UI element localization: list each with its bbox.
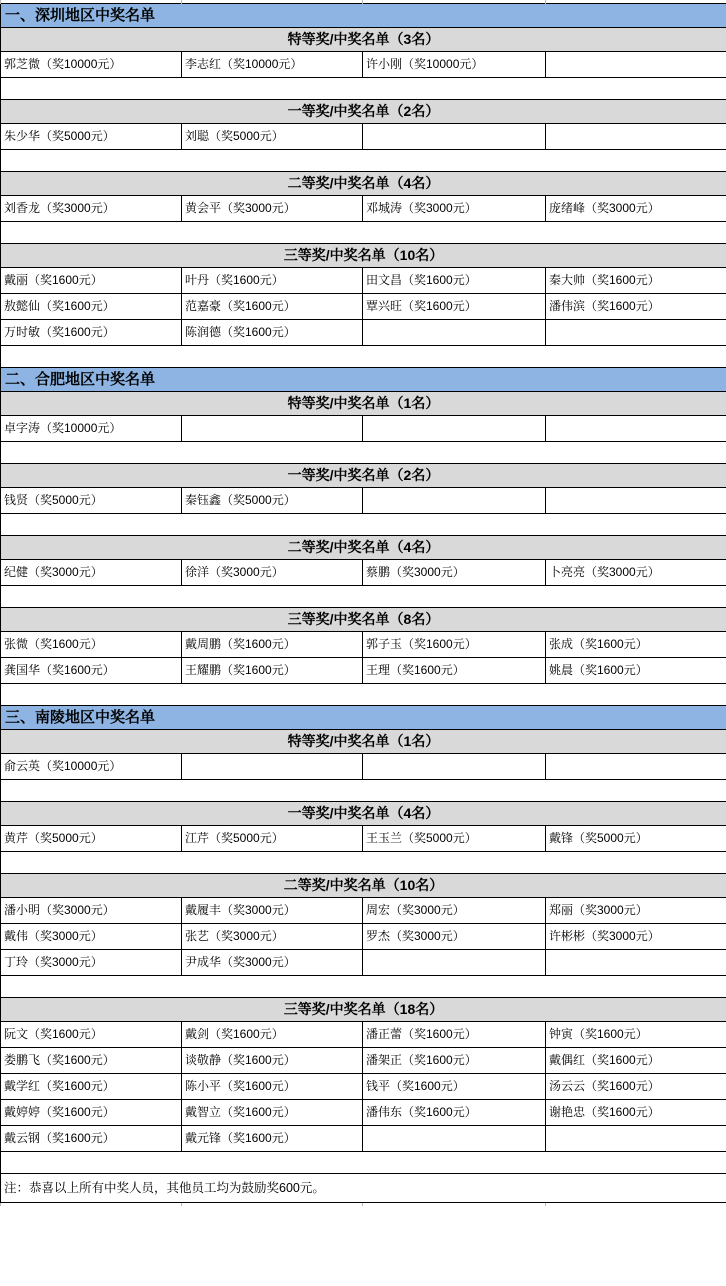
prize-group-header: 三等奖/中奖名单（18名）: [1, 998, 726, 1022]
spacer-cell: [1, 586, 726, 608]
spacer-cell: [1, 1152, 726, 1174]
spacer-cell: [1, 852, 726, 874]
winner-cell: 张微（奖1600元）: [1, 632, 182, 658]
winner-row: [1, 52, 726, 78]
empty-cell: [546, 124, 726, 150]
prize-group-header: 特等奖/中奖名单（1名）: [1, 730, 726, 754]
spacer-cell: [1, 346, 726, 368]
spacer-row: [1, 442, 726, 464]
prize-group-header: 一等奖/中奖名单（2名）: [1, 100, 726, 124]
section-title: 一、深圳地区中奖名单: [1, 4, 726, 28]
spacer-row: [1, 586, 726, 608]
winner-cell: 潘伟滨（奖1600元）: [546, 294, 726, 320]
winner-row: [1, 924, 726, 950]
winner-cell: 戴丽（奖1600元）: [1, 268, 182, 294]
spacer-cell: [1, 514, 726, 536]
empty-cell: [546, 52, 726, 78]
spacer-row: [1, 150, 726, 172]
winner-cell: 王玉兰（奖5000元）: [363, 826, 546, 852]
empty-cell: [363, 124, 546, 150]
prize-group-header-row: [1, 874, 726, 898]
winner-cell: 龚国华（奖1600元）: [1, 658, 182, 684]
winner-cell: 李志红（奖10000元）: [182, 52, 363, 78]
winner-cell: 陈小平（奖1600元）: [182, 1074, 363, 1100]
winner-row: [1, 1022, 726, 1048]
spacer-cell: [1, 150, 726, 172]
spacer-cell: [1, 442, 726, 464]
prize-group-header: 三等奖/中奖名单（8名）: [1, 608, 726, 632]
winner-cell: 戴学红（奖1600元）: [1, 1074, 182, 1100]
prize-group-header: 二等奖/中奖名单（10名）: [1, 874, 726, 898]
prize-table-body: [1, 0, 726, 1206]
empty-cell: [363, 754, 546, 780]
section-title: 三、南陵地区中奖名单: [1, 706, 726, 730]
winner-cell: 谢艳忠（奖1600元）: [546, 1100, 726, 1126]
winner-row: [1, 560, 726, 586]
winner-cell: 戴元锋（奖1600元）: [182, 1126, 363, 1152]
winner-row: [1, 658, 726, 684]
note-text: 注：恭喜以上所有中奖人员，其他员工均为鼓励奖600元。: [1, 1174, 726, 1203]
winner-row: [1, 1074, 726, 1100]
winner-cell: 纪健（奖3000元）: [1, 560, 182, 586]
spacer-cell: [1, 222, 726, 244]
winner-cell: 俞云英（奖10000元）: [1, 754, 182, 780]
winner-cell: 戴婷婷（奖1600元）: [1, 1100, 182, 1126]
winner-cell: 覃兴旺（奖1600元）: [363, 294, 546, 320]
prize-group-header: 二等奖/中奖名单（4名）: [1, 172, 726, 196]
spacer-row: [1, 78, 726, 100]
winner-row: [1, 950, 726, 976]
note-row: [1, 1174, 726, 1203]
winner-cell: 秦钰鑫（奖5000元）: [182, 488, 363, 514]
winner-row: [1, 488, 726, 514]
winner-cell: 戴智立（奖1600元）: [182, 1100, 363, 1126]
empty-cell: [546, 1126, 726, 1152]
prize-group-header: 特等奖/中奖名单（3名）: [1, 28, 726, 52]
spacer-row: [1, 976, 726, 998]
section-header-row: [1, 706, 726, 730]
spacer-cell: [1, 684, 726, 706]
winner-cell: 钟寅（奖1600元）: [546, 1022, 726, 1048]
empty-cell: [363, 950, 546, 976]
winner-row: [1, 196, 726, 222]
spacer-row: [1, 1152, 726, 1174]
edge-cell: [1, 1203, 182, 1207]
prize-group-header-row: [1, 608, 726, 632]
winner-cell: 范嘉豪（奖1600元）: [182, 294, 363, 320]
winner-row: [1, 320, 726, 346]
empty-cell: [546, 488, 726, 514]
winner-cell: 钱贤（奖5000元）: [1, 488, 182, 514]
winner-row: [1, 1100, 726, 1126]
spacer-row: [1, 684, 726, 706]
winner-cell: 钱平（奖1600元）: [363, 1074, 546, 1100]
prize-group-header-row: [1, 464, 726, 488]
winner-cell: 潘正蕾（奖1600元）: [363, 1022, 546, 1048]
winner-row: [1, 826, 726, 852]
prize-group-header-row: [1, 802, 726, 826]
winner-row: [1, 124, 726, 150]
winner-cell: 戴履丰（奖3000元）: [182, 898, 363, 924]
spacer-row: [1, 852, 726, 874]
section-title: 二、合肥地区中奖名单: [1, 368, 726, 392]
winner-cell: 周宏（奖3000元）: [363, 898, 546, 924]
winner-cell: 潘架正（奖1600元）: [363, 1048, 546, 1074]
empty-cell: [182, 754, 363, 780]
empty-cell: [546, 950, 726, 976]
winner-cell: 郭子玉（奖1600元）: [363, 632, 546, 658]
prize-group-header-row: [1, 172, 726, 196]
empty-cell: [363, 488, 546, 514]
spacer-cell: [1, 78, 726, 100]
bottom-edge-strip: [1, 1203, 726, 1207]
winner-cell: 秦大帅（奖1600元）: [546, 268, 726, 294]
winner-cell: 蔡鹏（奖3000元）: [363, 560, 546, 586]
prize-group-header: 三等奖/中奖名单（10名）: [1, 244, 726, 268]
prize-group-header: 二等奖/中奖名单（4名）: [1, 536, 726, 560]
prize-group-header-row: [1, 998, 726, 1022]
winner-row: [1, 294, 726, 320]
winner-cell: 潘小明（奖3000元）: [1, 898, 182, 924]
prize-group-header: 一等奖/中奖名单（2名）: [1, 464, 726, 488]
prize-group-header-row: [1, 730, 726, 754]
winner-cell: 江芹（奖5000元）: [182, 826, 363, 852]
winner-cell: 王理（奖1600元）: [363, 658, 546, 684]
winner-cell: 戴周鹏（奖1600元）: [182, 632, 363, 658]
edge-cell: [546, 1203, 726, 1207]
winner-cell: 汤云云（奖1600元）: [546, 1074, 726, 1100]
winner-cell: 刘香龙（奖3000元）: [1, 196, 182, 222]
empty-cell: [363, 1126, 546, 1152]
prize-group-header: 特等奖/中奖名单（1名）: [1, 392, 726, 416]
prize-group-header-row: [1, 244, 726, 268]
winner-cell: 许彬彬（奖3000元）: [546, 924, 726, 950]
winner-cell: 戴偶红（奖1600元）: [546, 1048, 726, 1074]
winner-cell: 田文昌（奖1600元）: [363, 268, 546, 294]
winner-cell: 罗杰（奖3000元）: [363, 924, 546, 950]
spacer-row: [1, 222, 726, 244]
winner-cell: 许小刚（奖10000元）: [363, 52, 546, 78]
winner-cell: 敖懿仙（奖1600元）: [1, 294, 182, 320]
prize-group-header-row: [1, 28, 726, 52]
winner-cell: 徐洋（奖3000元）: [182, 560, 363, 586]
edge-cell: [182, 1203, 363, 1207]
winner-cell: 叶丹（奖1600元）: [182, 268, 363, 294]
winner-cell: 刘聪（奖5000元）: [182, 124, 363, 150]
prize-group-header-row: [1, 100, 726, 124]
winner-row: [1, 632, 726, 658]
winner-cell: 张艺（奖3000元）: [182, 924, 363, 950]
winner-cell: 戴云钢（奖1600元）: [1, 1126, 182, 1152]
prize-group-header-row: [1, 392, 726, 416]
winner-cell: 阮文（奖1600元）: [1, 1022, 182, 1048]
winner-cell: 张成（奖1600元）: [546, 632, 726, 658]
winner-cell: 黄会平（奖3000元）: [182, 196, 363, 222]
winner-row: [1, 1048, 726, 1074]
empty-cell: [182, 416, 363, 442]
winner-cell: 万时敏（奖1600元）: [1, 320, 182, 346]
winner-row: [1, 416, 726, 442]
winner-cell: 戴剑（奖1600元）: [182, 1022, 363, 1048]
winner-cell: 戴伟（奖3000元）: [1, 924, 182, 950]
edge-cell: [363, 1203, 546, 1207]
winner-cell: 潘伟东（奖1600元）: [363, 1100, 546, 1126]
winner-row: [1, 1126, 726, 1152]
section-header-row: [1, 4, 726, 28]
section-header-row: [1, 368, 726, 392]
winner-cell: 尹成华（奖3000元）: [182, 950, 363, 976]
empty-cell: [363, 320, 546, 346]
prize-group-header-row: [1, 536, 726, 560]
winner-cell: 卜亮亮（奖3000元）: [546, 560, 726, 586]
empty-cell: [546, 320, 726, 346]
winner-cell: 戴锋（奖5000元）: [546, 826, 726, 852]
winner-cell: 王耀鹏（奖1600元）: [182, 658, 363, 684]
winner-cell: 黄芹（奖5000元）: [1, 826, 182, 852]
empty-cell: [363, 416, 546, 442]
empty-cell: [546, 754, 726, 780]
winner-cell: 姚晨（奖1600元）: [546, 658, 726, 684]
winner-cell: 郭芝微（奖10000元）: [1, 52, 182, 78]
winner-cell: 丁玲（奖3000元）: [1, 950, 182, 976]
winner-row: [1, 268, 726, 294]
spacer-cell: [1, 780, 726, 802]
spacer-row: [1, 514, 726, 536]
winner-row: [1, 898, 726, 924]
spacer-cell: [1, 976, 726, 998]
winner-cell: 朱少华（奖5000元）: [1, 124, 182, 150]
winner-cell: 谈敬静（奖1600元）: [182, 1048, 363, 1074]
winner-cell: 卓字涛（奖10000元）: [1, 416, 182, 442]
spacer-row: [1, 346, 726, 368]
empty-cell: [546, 416, 726, 442]
winner-cell: 郑丽（奖3000元）: [546, 898, 726, 924]
winner-row: [1, 754, 726, 780]
winner-cell: 庞绪峰（奖3000元）: [546, 196, 726, 222]
winner-cell: 娄鹏飞（奖1600元）: [1, 1048, 182, 1074]
spacer-row: [1, 780, 726, 802]
winner-cell: 邓城涛（奖3000元）: [363, 196, 546, 222]
winner-cell: 陈润德（奖1600元）: [182, 320, 363, 346]
prize-group-header: 一等奖/中奖名单（4名）: [1, 802, 726, 826]
